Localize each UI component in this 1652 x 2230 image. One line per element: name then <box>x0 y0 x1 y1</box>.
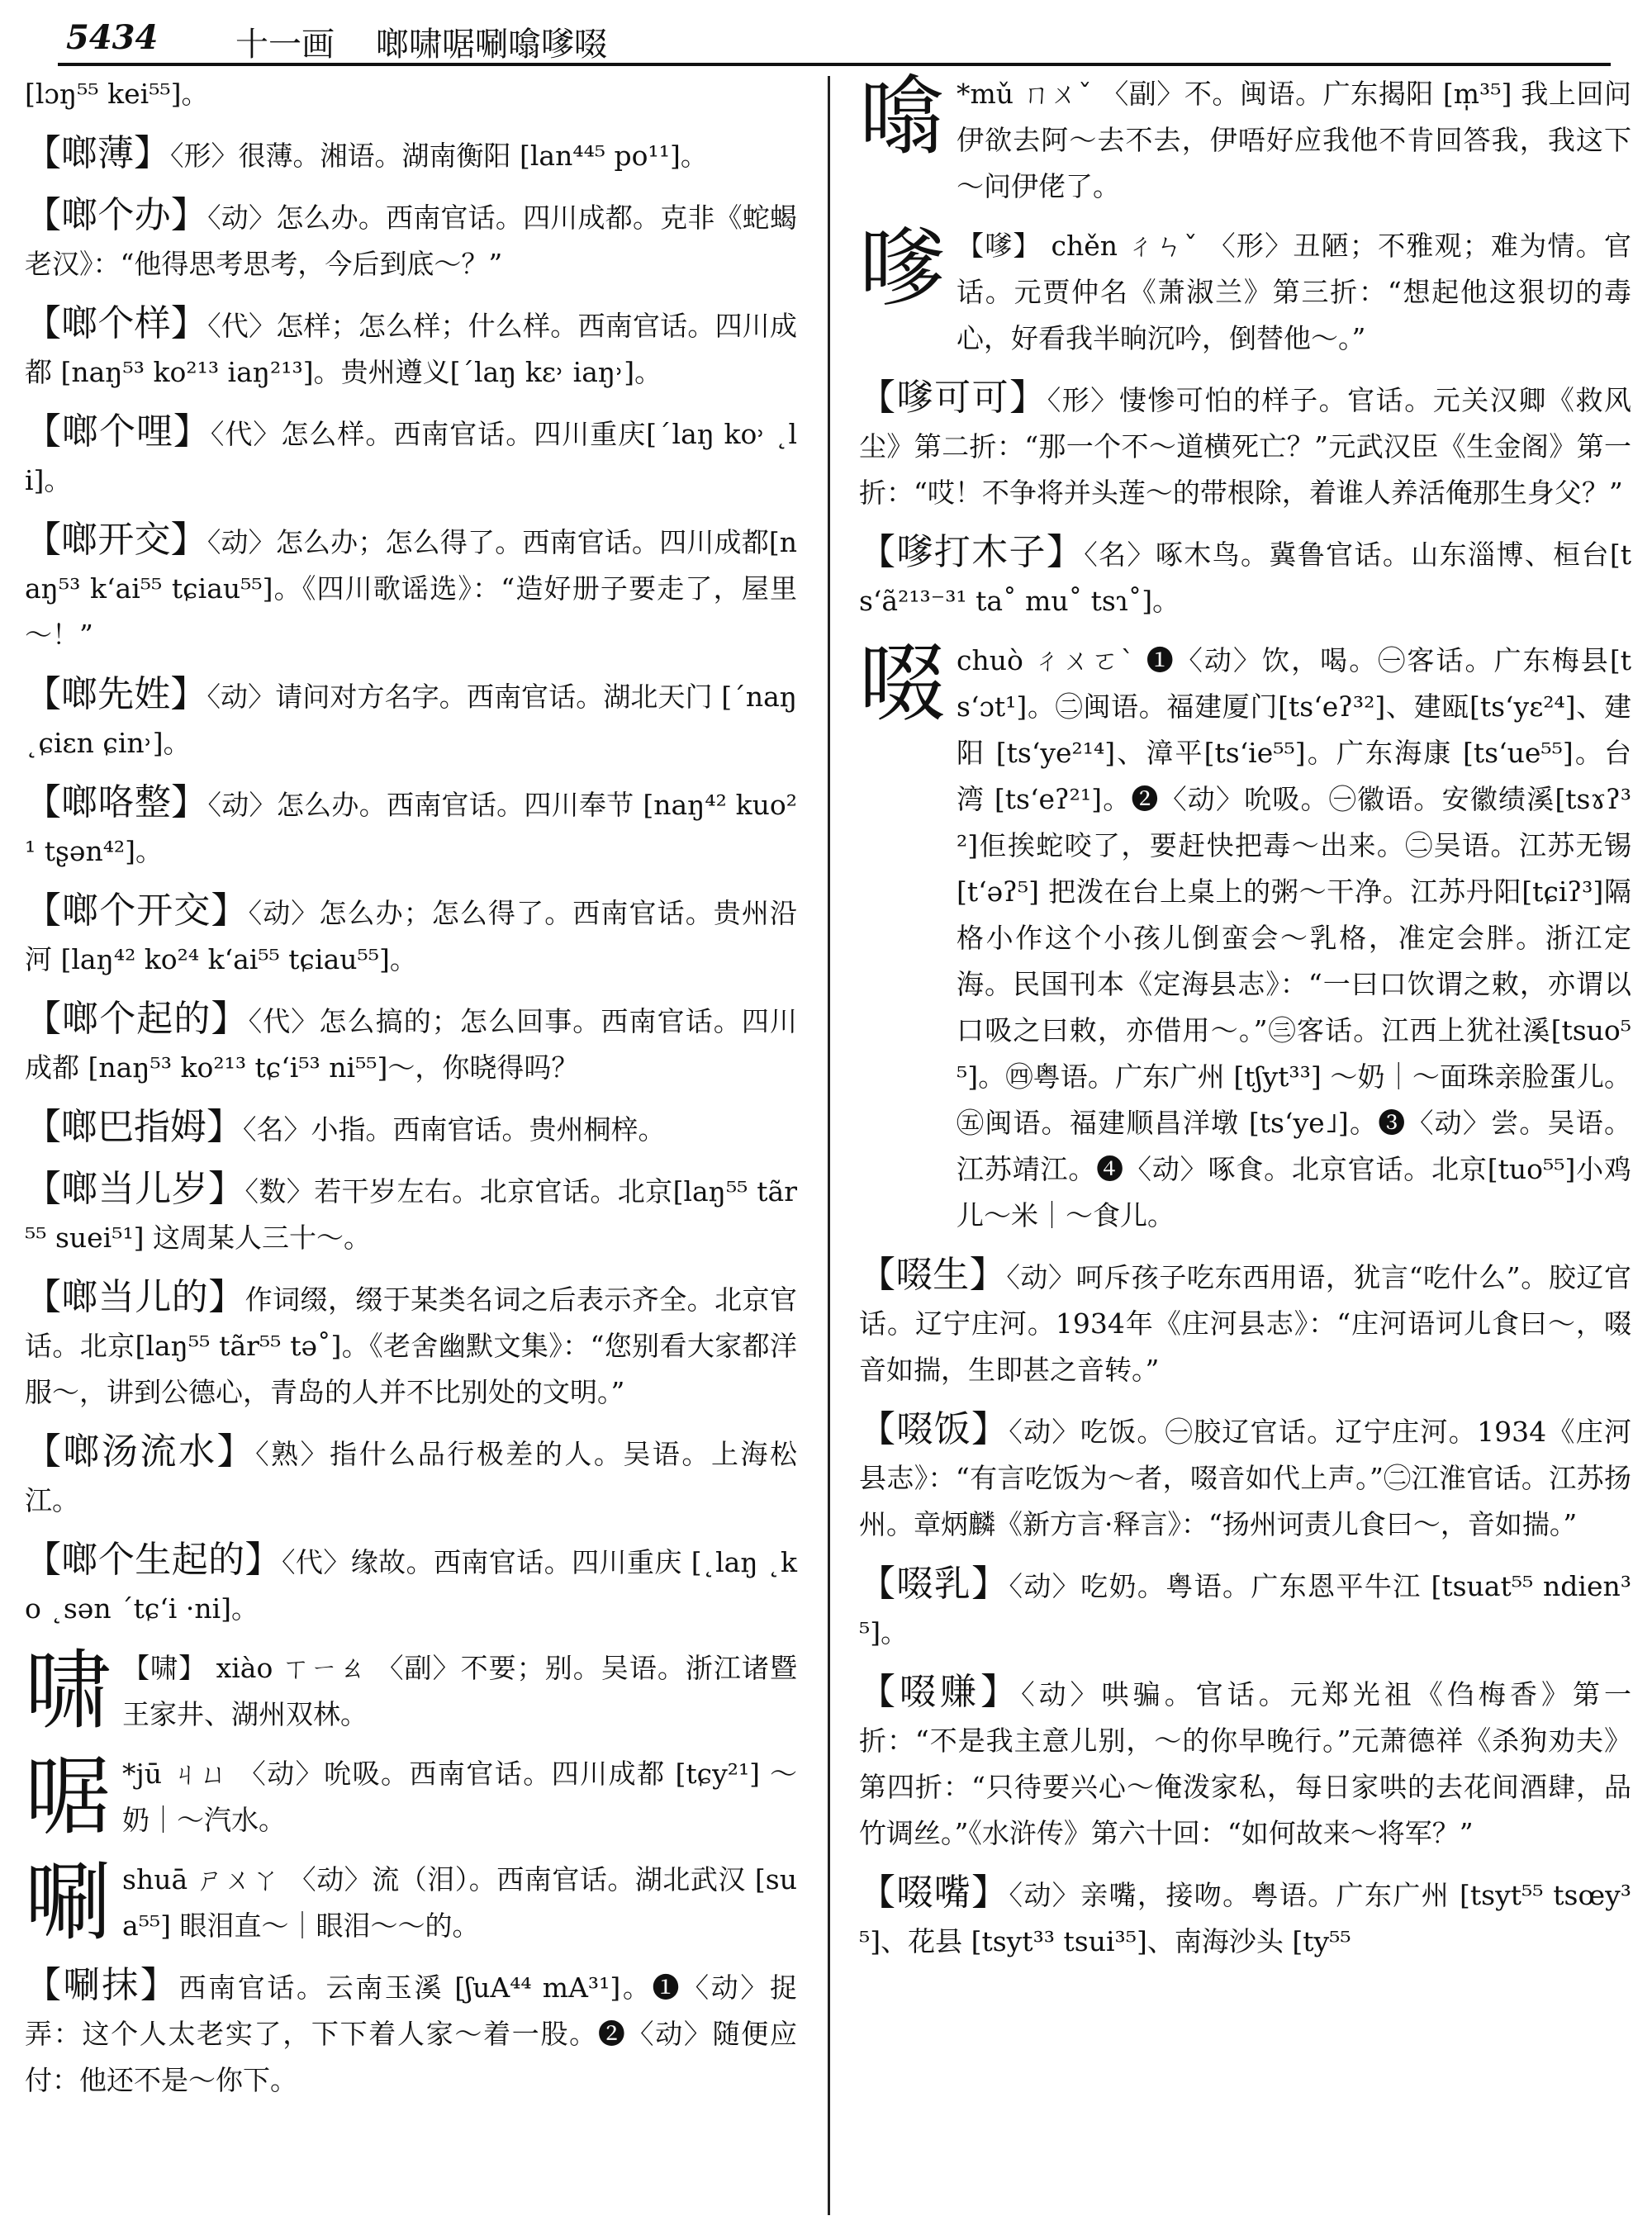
entry-headword: 【啜生】 <box>859 1254 1007 1296</box>
entry-text: 〈动〉怎么办。西南官话。四川奉节 [naŋ⁴² kuo²¹ tʂən⁴²]。 <box>25 789 798 867</box>
entry <box>25 888 797 983</box>
entry-head-character: 啹 <box>25 1746 112 1847</box>
header-characters: 啷啸啹唰噏嗲啜 <box>376 26 607 64</box>
entry-text: 〈代〉缘故。西南官话。四川重庆 [˛laŋ ˛ko ˛sən ˊtɕ‘i ·ni]。 <box>25 1546 797 1625</box>
entry-headword: 【嗲打木子】 <box>859 531 1085 573</box>
entry-headword: 【啜嘴】 <box>859 1872 1009 1914</box>
entry <box>25 671 797 766</box>
entry <box>25 780 797 875</box>
entry <box>859 218 1631 362</box>
entry-text: 〈形〉悽惨可怕的样子。官话。元关汉卿《救风尘》第二折：“那一个不～道横死亡？”元武汉臣《生金阁》第一折：“哎！不争将并头莲～的带根除，着谁人养活俺那生身父？” <box>859 384 1632 509</box>
entry <box>859 66 1631 210</box>
entry-text: 〈动〉亲嘴，接吻。粤语。广东广州 [tsyt⁵⁵ tsœy³⁵]、花县 [tsyt³³ tsui³⁵]、南海沙头 [ty⁵⁵ <box>859 1879 1631 1957</box>
entry <box>25 71 797 117</box>
entry-headword: 【啷个哩】 <box>25 410 211 453</box>
entry <box>25 130 797 179</box>
entry <box>25 1104 797 1153</box>
entry <box>25 301 797 396</box>
column-divider <box>828 76 830 2215</box>
entry-text: 〈数〉若干岁左右。北京官话。北京[laŋ⁵⁵ tãr⁵⁵ suei⁵¹] 这周某人三十～。 <box>25 1175 798 1254</box>
entry-head-character: 嗲 <box>859 218 946 319</box>
entry-head-character: 唰 <box>25 1852 112 1952</box>
entry-headword: 【啜赚】 <box>859 1671 1022 1713</box>
entry-text: shuā ㄕㄨㄚ 〈动〉流（泪）。西南官话。湖北武汉 [sua⁵⁵] 眼泪直～｜眼泪～～的。 <box>122 1863 797 1942</box>
entry-headword: 【啷开交】 <box>25 519 207 561</box>
entry-head-character: 啸 <box>25 1640 112 1741</box>
entry-text: 〈动〉哄骗。官话。元郑光祖《㑇梅香》第一折：“不是我主意儿别，～的你早晚行。”元萧德祥《杀狗劝夫》第四折：“只待要兴心～俺泼家私，每日家哄的去花间酒肆，品竹调丝。”《水浒传》第六十回：“如何故来～将军？” <box>859 1678 1632 1849</box>
entry-headword: 【啷巴指姆】 <box>25 1106 243 1148</box>
entry <box>25 1746 797 1847</box>
entry-headword: 【啷个开交】 <box>25 890 249 932</box>
entry <box>25 1640 797 1741</box>
entry-headword: 【唰抹】 <box>25 1964 179 2006</box>
entry <box>25 1537 797 1632</box>
stroke-count: 十一画 <box>235 26 335 64</box>
entry-headword: 【嗲可可】 <box>859 377 1047 419</box>
entry <box>859 1561 1631 1656</box>
entry-text: 〈代〉怎么搞的；怎么回事。西南官话。四川成都 [naŋ⁵³ ko²¹³ tɕ‘i⁵³ ni⁵⁵]～，你晓得吗？ <box>25 1005 798 1084</box>
entry-headword: 【啷薄】 <box>25 132 170 174</box>
entry <box>859 1407 1631 1548</box>
entry <box>25 996 797 1091</box>
entry-text: 〈名〉啄木鸟。冀鲁官话。山东淄博、桓台[ts‘ã²¹³⁻³¹ ta˚ mu˚ tsɿ˚]。 <box>859 539 1631 617</box>
entry-text: chuò ㄔㄨㄛˋ ❶〈动〉饮，喝。㊀客话。广东梅县[ts‘ɔt¹]。㊁闽语。福建厦门[ts‘eʔ³²]、建瓯[ts‘yɛ²⁴]、建阳 [ts‘ye²¹⁴]、漳平[ts‘ie⁵⁵]。广东海康 [ts‘ue⁵⁵]。台湾 [ts‘eʔ²¹]。❷〈动〉吮吸。㊀徽语。安徽绩溪[tsɤʔ³²]佢挨蛇咬了，要赶快把毒～出来。㊁吴语。江苏无锡 [t‘əʔ⁵] 把泼在台上桌上的粥～干净。江苏丹阳[tɕiʔ³]隔格小作这个小孩儿倒蛮会～乳格，准定会胖。浙江定海。民国刊本《定海县志》：“一曰口饮谓之敕，亦谓以口吸之曰敕，亦借用～。”㊂客话。江西上犹社溪[tsuo⁵⁵]。㊃粤语。广东广州 [tʃyt³³] ～奶｜～面珠亲脸蛋儿。㊄闽语。福建顺昌洋墩 [ts‘ye˩]。❸〈动〉尝。吴语。江苏靖江。❹〈动〉啄食。北京官话。北京[tuo⁵⁵]小鸡儿～米｜～食儿。 <box>957 644 1631 1231</box>
entry-headword: 【啷个生起的】 <box>25 1539 282 1581</box>
entry-text: 作词缀，缀于某类名词之后表示齐全。北京官话。北京[laŋ⁵⁵ tãr⁵⁵ tə˚]。《老舍幽默文集》：“您别看大家都洋服～，讲到公德心，青岛的人并不比别处的文明。” <box>25 1283 798 1408</box>
entry-text: 〈动〉怎么办。西南官话。四川成都。克非《蛇蝎老汉》：“他得思考思考，今后到底～？” <box>25 202 798 280</box>
entry-headword: 【啷先姓】 <box>25 673 207 715</box>
entry-text: [lɔŋ⁵⁵ kei⁵⁵]。 <box>25 78 209 110</box>
entry <box>25 1962 797 2104</box>
entry <box>25 1166 797 1261</box>
entry-headword: 【啷当儿的】 <box>25 1276 245 1318</box>
entry-text: 〈代〉怎样；怎么样；什么样。西南官话。四川成都 [naŋ⁵³ ko²¹³ iaŋ²¹³]。贵州遵义[ˊlaŋ kɛ˒ iaŋ˒]。 <box>25 310 798 388</box>
entry-headword: 【啷当儿岁】 <box>25 1168 245 1210</box>
entry-head-character: 啜 <box>859 633 946 733</box>
entry-text: 〈动〉怎么办；怎么得了。西南官话。四川成都[naŋ⁵³ k‘ai⁵⁵ tɕiau⁵⁵]。《四川歌谣选》：“造好册子要走了，屋里～！” <box>25 526 797 651</box>
entry <box>25 1852 797 1952</box>
entry <box>25 192 797 287</box>
entry-text: 〈动〉吃奶。粤语。广东恩平牛江 [tsuat⁵⁵ ndien³⁵]。 <box>859 1570 1631 1649</box>
left-column <box>25 71 797 2117</box>
entry-head-character: 噏 <box>859 66 946 167</box>
entry-text: 【嗲】 chěn ㄔㄣˇ 〈形〉丑陋；不雅观；难为情。官话。元贾仲名《萧淑兰》第三折：“想起他这狠切的毒心，好看我半晌沉吟，倒替他～。” <box>957 230 1631 354</box>
entry-text: *jū ㄐㄩ 〈动〉吮吸。西南官话。四川成都 [tɕy²¹] ～奶｜～汽水。 <box>122 1758 797 1836</box>
entry-text: 〈代〉怎么样。西南官话。四川重庆[ˊlaŋ ko˒ ˛li]。 <box>25 418 797 496</box>
entry <box>859 1252 1631 1393</box>
entry-text: 〈名〉小指。西南官话。贵州桐梓。 <box>243 1113 666 1146</box>
entry-text: 〈熟〉指什么品行极差的人。吴语。上海松江。 <box>25 1438 797 1516</box>
entry-text: 〈动〉怎么办；怎么得了。西南官话。贵州沿河 [laŋ⁴² ko²⁴ k‘ai⁵⁵ tɕiau⁵⁵]。 <box>25 897 798 975</box>
entry-text: 〈动〉吃饭。㊀胶辽官话。辽宁庄河。1934《庄河县志》：“有言吃饭为～者，啜音如代上声。”㊁江淮官话。江苏扬州。章炳麟《新方言·释言》：“扬州诃责儿食曰～，音如揣。” <box>859 1416 1632 1540</box>
entry <box>25 517 797 658</box>
page-number: 5434 <box>66 18 159 57</box>
right-column <box>859 66 1632 1978</box>
entry-text: 〈动〉呵斥孩子吃东西用语，犹言“吃什么”。胶辽官话。辽宁庄河。1934年《庄河县志》：“庄河语诃儿食曰～，啜音如揣，生即甚之音转。” <box>859 1261 1632 1386</box>
entry <box>859 1669 1631 1857</box>
page-header <box>58 15 1611 66</box>
entry-headword: 【啜乳】 <box>859 1563 1009 1605</box>
entry-text: 〈形〉很薄。湘语。湖南衡阳 [lan⁴⁴⁵ po¹¹]。 <box>170 140 708 172</box>
entry-headword: 【啷汤流水】 <box>25 1431 256 1473</box>
entry-headword: 【啷个起的】 <box>25 998 249 1040</box>
entry-headword: 【啷咯整】 <box>25 781 208 823</box>
entry-text: 【啸】 xiào ㄒㄧㄠ 〈副〉不要；别。吴语。浙江诸暨王家井、湖州双林。 <box>122 1652 797 1730</box>
entry <box>859 375 1631 516</box>
entry-headword: 【啷个样】 <box>25 302 208 344</box>
entry <box>25 1274 797 1416</box>
entry-headword: 【啷个办】 <box>25 194 208 236</box>
entry <box>25 409 797 504</box>
entry <box>25 1429 797 1524</box>
entry-text: 〈动〉请问对方名字。西南官话。湖北天门 [ˊnaŋ ˛ɕiɛn ɕin˒]。 <box>25 681 798 759</box>
entry-text: 西南官话。云南玉溪 [ʃuA⁴⁴ mA³¹]。❶〈动〉捉弄：这个人太老实了，下下着人家～着一股。❷〈动〉随便应付：他还不是～你下。 <box>25 1971 798 2096</box>
entry <box>859 529 1631 624</box>
entry <box>859 633 1631 1239</box>
entry <box>859 1870 1631 1965</box>
entry-text: *mǔ ㄇㄨˇ 〈副〉不。闽语。广东揭阳 [m̩³⁵] 我上回问伊欲去阿～去不去，伊唔好应我他不肯回答我，我这下～问伊佬了。 <box>957 78 1631 202</box>
entry-headword: 【啜饭】 <box>859 1408 1009 1450</box>
